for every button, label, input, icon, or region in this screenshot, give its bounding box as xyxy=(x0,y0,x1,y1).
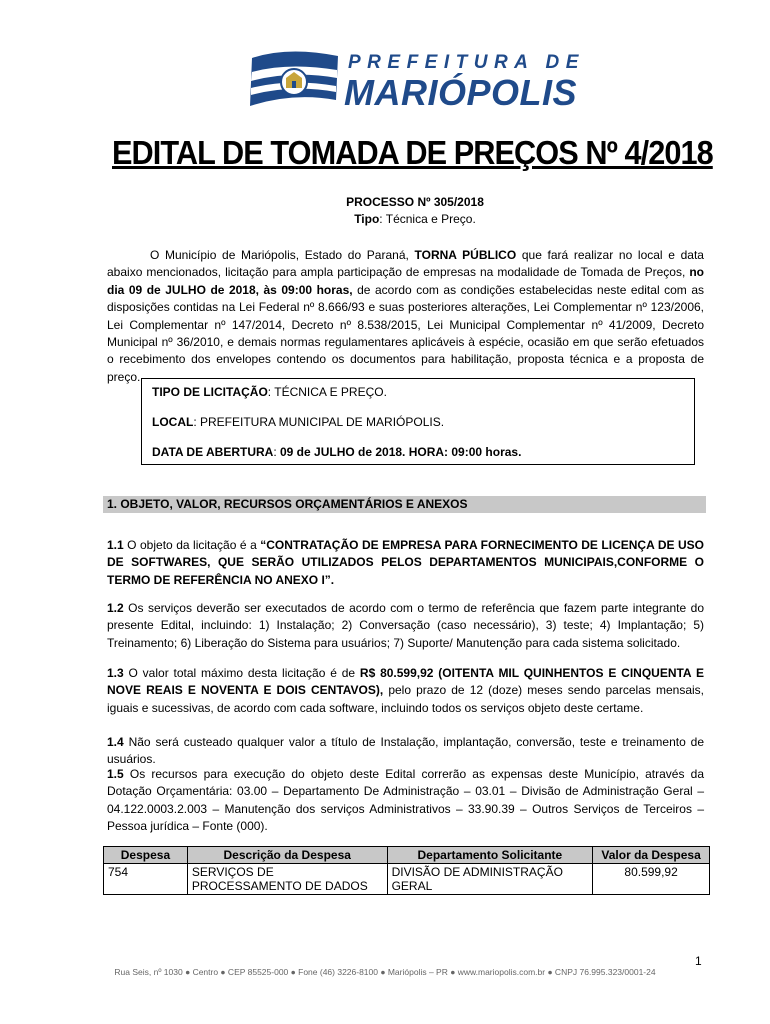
box-tipo-value: : TÉCNICA E PREÇO. xyxy=(267,385,387,399)
box-local-label: LOCAL xyxy=(152,415,194,429)
cell-valor: 80.599,92 xyxy=(593,864,710,895)
cell-departamento: DIVISÃO DE ADMINISTRAÇÃO GERAL xyxy=(387,864,593,895)
despesa-table xyxy=(103,846,710,895)
page-footer: Rua Seis, nº 1030 ● Centro ● CEP 85525-000 ● Fone (46) 3226-8100 ● Mariópolis – PR ● www.mariopolis.com.br ● CNPJ 76.995.323/0001-24 xyxy=(114,967,656,977)
col-header-valor: Valor da Despesa xyxy=(593,847,710,864)
licitacao-summary-box xyxy=(141,378,695,465)
clause-1-2 xyxy=(107,600,704,652)
section-1-heading: 1. OBJETO, VALOR, RECURSOS ORÇAMENTÁRIOS E ANEXOS xyxy=(103,496,706,513)
clause-1-1 xyxy=(107,537,704,589)
tipo-line xyxy=(30,212,770,226)
col-header-descricao: Descrição da Despesa xyxy=(187,847,387,864)
clause-text-2: pelo prazo de 12 (doze) meses sendo parcelas mensais, iguais e sucessivas, de acordo com cada software, incluindo todos os serviços objeto deste certame. xyxy=(107,683,704,715)
logo-text-mariopolis: MARIÓPOLIS xyxy=(344,72,578,113)
document-title: EDITAL DE TOMADA DE PREÇOS Nº 4/2018 xyxy=(112,134,713,171)
intro-paragraph xyxy=(107,247,704,386)
box-data-label: DATA DE ABERTURA xyxy=(152,445,274,459)
col-header-despesa: Despesa xyxy=(104,847,188,864)
cell-despesa: 754 xyxy=(104,864,188,895)
box-tipo-label: TIPO DE LICITAÇÃO xyxy=(152,385,268,399)
box-tipo-line xyxy=(152,385,387,399)
intro-text-3: de acordo com as condições estabelecidas neste edital com as disposições contidas na Lei Federal nº 8.666/93 e suas posteriores alterações, Lei Complementar nº 123/2006, Lei Complementar nº 147/2014, Decreto nº 8.538/2015, Lei Municipal Complementar nº 41/2009, Decreto Municipal nº 36/2010, e demais normas regulamentares aplicáveis à espécie, ocasião em que serão efetuados o recebimento dos envelopes contendo os documentos para habilitação, proposta técnica e a proposta de preço. xyxy=(107,282,704,384)
col-header-departamento: Departamento Solicitante xyxy=(387,847,593,864)
clause-number: 1.5 xyxy=(107,767,124,781)
intro-bold-1: TORNA PÚBLICO xyxy=(414,248,517,262)
intro-text-1: O Município de Mariópolis, Estado do Paraná, xyxy=(150,248,415,262)
clause-1-5 xyxy=(107,766,704,836)
box-local-value: : PREFEITURA MUNICIPAL DE MARIÓPOLIS. xyxy=(193,415,445,429)
clause-bold-text: “CONTRATAÇÃO DE EMPRESA PARA FORNECIMENTO DE LICENÇA DE USO DE SOFTWARES, QUE SERÃO UTILIZADOS PELOS DEPARTAMENTOS MUNICIPAIS,CONFORME O TERMO DE REFERÊNCIA NO ANEXO I”. xyxy=(107,538,704,587)
flag-emblem-icon xyxy=(248,48,340,114)
clause-text: Os serviços deverão ser executados de acordo com o termo de referência que fazem parte integrante do presente Edital, incluindo: 1) Instalação; 2) Conversação (caso necessário), 3) teste; 4) Implantação; 5) Treinamento; 6) Liberação do Sistema para usuários; 7) Suporte/ Manutenção para cada sistema solicitado. xyxy=(107,601,704,650)
clause-number: 1.4 xyxy=(107,735,124,749)
clause-number: 1.3 xyxy=(107,666,124,680)
tipo-label: Tipo xyxy=(354,212,380,226)
clause-number: 1.1 xyxy=(107,538,124,552)
clause-text: Não será custeado qualquer valor a título de Instalação, implantação, conversão, teste e treinamento de usuários. xyxy=(107,735,704,767)
table-row xyxy=(104,864,710,895)
box-data-sep: : xyxy=(273,445,280,459)
logo-text-prefeitura: PREFEITURA DE xyxy=(348,52,585,73)
clause-1-3 xyxy=(107,665,704,717)
clause-number: 1.2 xyxy=(107,601,124,615)
clause-text: O objeto da licitação é a xyxy=(123,538,261,552)
box-data-value: 09 de JULHO de 2018. HORA: 09:00 horas. xyxy=(280,445,522,459)
clause-text: O valor total máximo desta licitação é de xyxy=(123,666,360,680)
page-number: 1 xyxy=(695,954,702,968)
tipo-value: : Técnica e Preço. xyxy=(379,212,476,226)
municipality-logo xyxy=(248,48,585,114)
box-data-line xyxy=(152,445,521,459)
intro-bold-2: no dia 09 de JULHO de 2018, às 09:00 horas, xyxy=(107,265,704,297)
box-local-line xyxy=(152,415,444,429)
clause-text: Os recursos para execução do objeto deste Edital correrão as expensas deste Município, através da Dotação Orçamentária: 03.00 – Departamento De Administração – 03.01 – Divisão de Administração Geral – 04.122.0003.2.003 – Manutenção dos serviços Administrativos – 33.90.39 – Outros Serviços de Terceiros – Pessoa jurídica – Fonte (000). xyxy=(107,767,704,834)
table-header-row xyxy=(104,847,710,864)
cell-descricao: SERVIÇOS DE PROCESSAMENTO DE DADOS xyxy=(187,864,387,895)
clause-bold-text: R$ 80.599,92 (OITENTA MIL QUINHENTOS E CINQUENTA E NOVE REAIS E NOVENTA E DOIS CENTAVOS), xyxy=(107,666,704,698)
clause-1-4 xyxy=(107,734,704,769)
intro-text-2: que fará realizar no local e data abaixo mencionados, licitação para ampla participação de empresas na modalidade de Tomada de Preços, xyxy=(107,248,704,280)
processo-number: PROCESSO Nº 305/2018 xyxy=(346,195,484,209)
